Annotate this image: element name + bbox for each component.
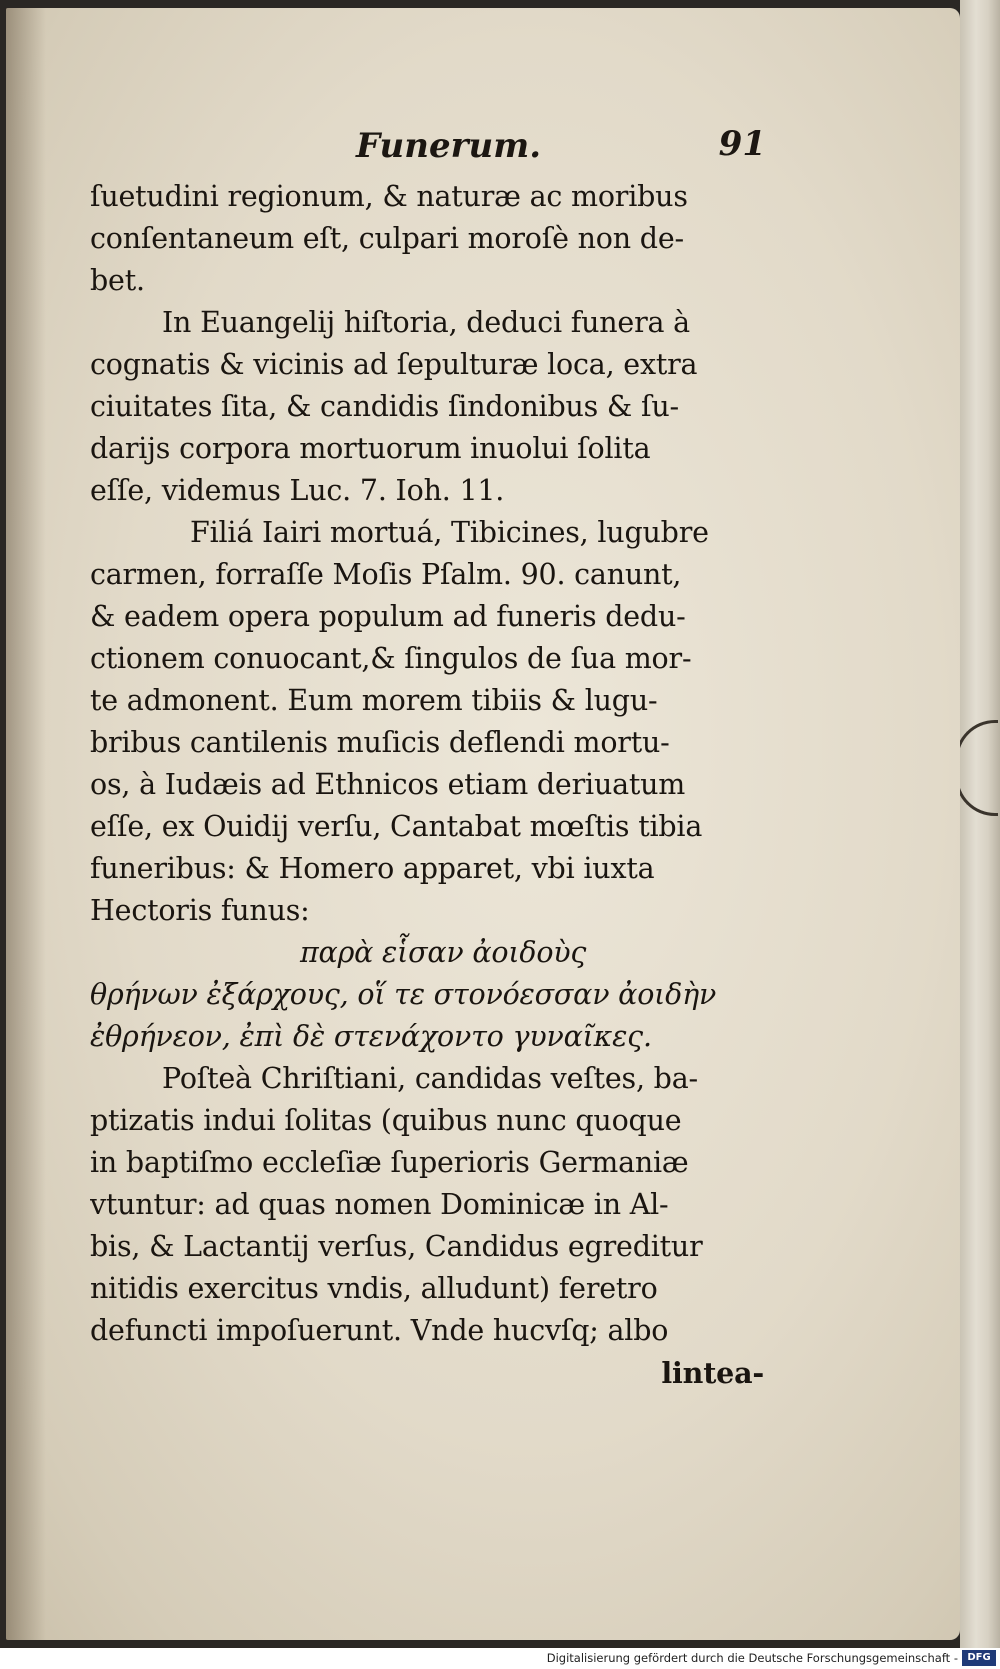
text-line: bet. [90,264,145,297]
text-line: eſſe, ex Ouidij verſu, Cantabat mœſtis tibia [90,810,703,843]
greek-quote-line: ἐθρήνεον, ἐπὶ δὲ στενάχοντο γυναῖκες. [90,1020,652,1053]
text-line: carmen, forraſſe Moſis Pſalm. 90. canunt, [90,558,682,591]
text-line: ctionem conuocant,& ſingulos de ſua mor- [90,642,692,675]
text-line: nitidis exercitus vndis, alludunt) feretro [90,1272,658,1305]
text-line: te admonent. Eum morem tibiis & lugu- [90,684,658,717]
dfg-logo: DFG [962,1650,996,1666]
paragraph-start-line: Poſteà Chriſtiani, candidas veſtes, ba- [162,1062,698,1095]
text-line: vtuntur: ad quas nomen Dominicæ in Al- [90,1188,669,1221]
text-line: darijs corpora mortuorum inuolui ſolita [90,432,651,465]
paragraph-start-line: In Euangelij hiſtoria, deduci funera à [162,306,690,339]
text-line: & eadem opera populum ad funeris dedu- [90,600,686,633]
digitization-footer [0,1648,1000,1669]
book-fore-edge [960,0,1000,1648]
body-text [90,176,774,1394]
text-line: ptizatis indui ſolitas (quibus nunc quoque [90,1104,682,1137]
text-line: funeribus: & Homero apparet, vbi iuxta [90,852,655,885]
text-line: Hectoris funus: [90,894,310,927]
text-line: ciuitates ſita, & candidis ſindonibus & ſu- [90,390,679,423]
text-line: bribus cantilenis muſicis deflendi mortu- [90,726,670,759]
text-line: bis, & Lactantij verſus, Candidus egreditur [90,1230,703,1263]
book-page [6,8,960,1640]
text-line: os, à Iudæis ad Ethnicos etiam deriuatum [90,768,686,801]
funding-credit: Digitalisierung gefördert durch die Deutsche Forschungsgemeinschaft - [546,1651,958,1665]
text-line: in baptiſmo eccleſiæ ſuperioris Germaniæ [90,1146,689,1179]
text-line: defuncti impoſuerunt. Vnde hucvſq; albo [90,1314,669,1347]
running-title: Funerum. [356,126,542,166]
text-line: conſentaneum eſt, culpari moroſè non de- [90,222,684,255]
text-line: eſſe, videmus Luc. 7. Ioh. 11. [90,474,505,507]
page-gutter-shadow [6,8,46,1640]
text-line: cognatis & vicinis ad ſepulturæ loca, extra [90,348,698,381]
paragraph-start-line: Filiá Iairi mortuá, Tibicines, lugubre [190,516,709,549]
text-line: ſuetudini regionum, & naturæ ac moribus [90,180,688,213]
greek-quote-line: παρὰ εἷσαν ἀοιδοὺς [300,936,587,969]
page-number: 91 [718,124,766,164]
greek-quote-line: θρήνων ἐξάρχους, οἵ τε στονόεσσαν ἀοιδὴν [90,978,717,1011]
page-header [96,116,766,176]
catchword: lintea- [661,1356,764,1390]
